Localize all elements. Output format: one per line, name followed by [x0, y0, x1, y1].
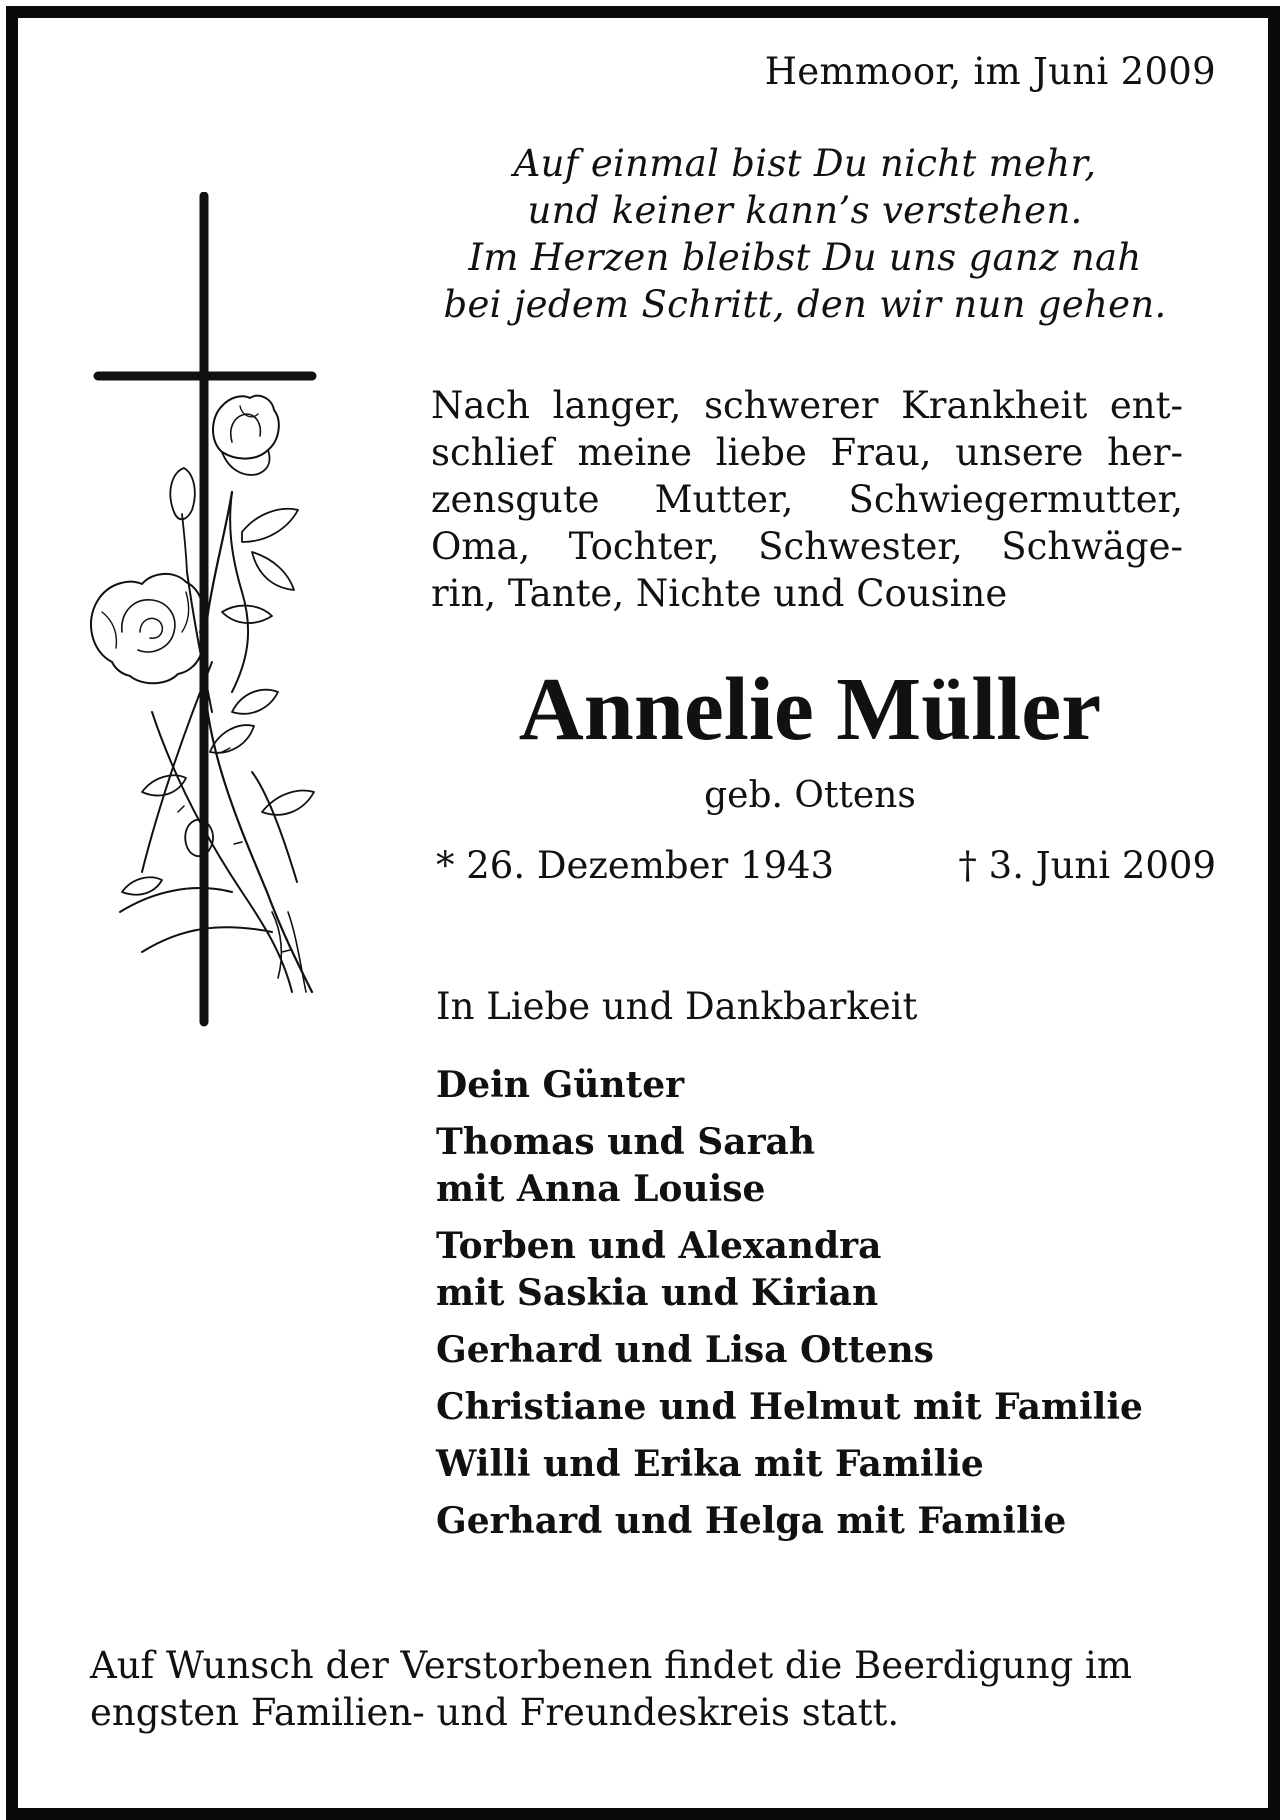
mourner-entry [436, 1498, 1143, 1545]
maiden-name: geb. Ottens [704, 775, 916, 816]
place-date: Hemmoor, im Juni 2009 [764, 50, 1216, 93]
mourner-line: Gerhard und Lisa Ottens [436, 1329, 934, 1371]
funeral-note [90, 1642, 1190, 1736]
mourner-line: mit Saskia und Kirian [436, 1272, 879, 1314]
mourner-line: Torben und Alexandra [436, 1225, 882, 1267]
mourner-line: Gerhard und Helga mit Familie [436, 1500, 1067, 1542]
mourners-list [436, 1062, 1143, 1555]
mourner-line: Thomas und Sarah [436, 1121, 816, 1163]
announcement-line: Nach langer, schwerer Krankheit ent- [431, 384, 1183, 427]
gratitude-line: In Liebe und Dankbarkeit [436, 985, 918, 1028]
cross-with-roses-icon [82, 192, 342, 1032]
mourner-line: Dein Günter [436, 1064, 685, 1106]
death-announcement [431, 382, 1183, 617]
mourner-entry [436, 1327, 1143, 1374]
verse-line: Im Herzen bleibst Du uns ganz nah [468, 236, 1142, 279]
mourner-entry [436, 1384, 1143, 1431]
announcement-line: schlief meine liebe Frau, unsere her- [431, 431, 1183, 474]
funeral-note-line: engsten Familien- und Freundeskreis statt. [90, 1691, 900, 1734]
verse-line: und keiner kann’s verstehen. [527, 189, 1083, 232]
mourner-entry [436, 1441, 1143, 1488]
birth-date: * 26. Dezember 1943 [436, 844, 835, 887]
announcement-line: Oma, Tochter, Schwester, Schwäge- [431, 525, 1183, 568]
verse [430, 140, 1180, 328]
mourner-line: Christiane und Helmut mit Familie [436, 1386, 1143, 1428]
mourner-entry [436, 1062, 1143, 1109]
mourner-line: Willi und Erika mit Familie [436, 1443, 984, 1485]
death-date: † 3. Juni 2009 [958, 844, 1216, 887]
funeral-note-line: Auf Wunsch der Verstorbenen findet die Beerdigung im [90, 1644, 1132, 1687]
mourner-entry [436, 1223, 1143, 1317]
mourner-line: mit Anna Louise [436, 1168, 766, 1210]
announcement-line: zensgute Mutter, Schwiegermutter, [431, 478, 1183, 521]
deceased-name: Annelie Müller [518, 660, 1102, 759]
announcement-line: rin, Tante, Nichte und Cousine [431, 572, 1008, 615]
verse-line: bei jedem Schritt, den wir nun gehen. [443, 283, 1167, 326]
verse-line: Auf einmal bist Du nicht mehr, [513, 142, 1097, 185]
mourner-entry [436, 1119, 1143, 1213]
